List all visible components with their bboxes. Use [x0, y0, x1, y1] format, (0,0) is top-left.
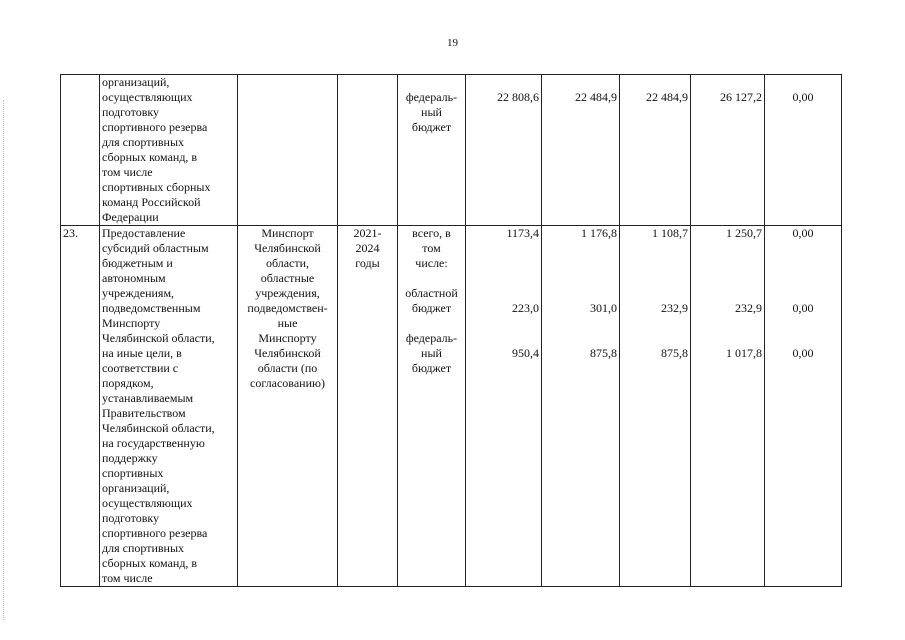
amount-v3-line: 1 108,7	[652, 226, 688, 240]
amount-v4-line	[693, 331, 762, 346]
amount-v2	[542, 75, 620, 226]
funding-source	[398, 226, 466, 587]
amount-v2	[542, 226, 620, 587]
term-line: 2024	[355, 241, 380, 255]
measure-name-line: Федерации	[102, 210, 159, 224]
amount-v3	[620, 226, 691, 587]
amount-v3-line	[622, 286, 688, 301]
amount-v3-line: 232,9	[661, 301, 688, 315]
amount-v1-line: 22 808,6	[497, 90, 539, 104]
amount-v2-line	[544, 271, 617, 286]
amount-v2-line: 22 484,9	[575, 90, 617, 104]
table-row	[61, 226, 842, 587]
measure-name-line: соответствии с	[102, 361, 179, 375]
funding-source-line: ный	[421, 105, 442, 119]
measure-name-line: подготовку	[102, 105, 160, 119]
executor	[238, 226, 338, 587]
funding-source-line: всего, в	[412, 226, 451, 240]
funding-source	[398, 75, 466, 226]
amount-v4-line	[693, 316, 762, 331]
executor-line: подведомствен-	[247, 301, 328, 315]
amount-v2-line: 301,0	[590, 301, 617, 315]
amount-v2-line: 1 176,8	[581, 226, 617, 240]
amount-v3	[620, 75, 691, 226]
measure-name-line: сборных команд, в	[102, 556, 198, 570]
measure-name-line: том числе	[102, 571, 153, 585]
amount-v4	[691, 75, 765, 226]
amount-v1-line	[468, 256, 539, 271]
measure-name-line: организаций,	[102, 75, 170, 89]
measure-name-line: порядком,	[102, 376, 154, 390]
executor-line: согласованию)	[250, 376, 325, 390]
amount-v4	[691, 226, 765, 587]
measure-name-line: спортивных сборных	[102, 180, 211, 194]
term	[338, 75, 398, 226]
executor-line: Челябинской	[254, 241, 321, 255]
amount-v5	[765, 226, 842, 587]
amount-v5-line	[767, 331, 839, 346]
amount-v5	[765, 75, 842, 226]
executor-line: областные	[260, 271, 315, 285]
executor-line: ные	[277, 316, 298, 330]
executor-line: области,	[265, 256, 310, 270]
amount-v1-line: 223,0	[512, 301, 539, 315]
executor-line: учреждения,	[255, 286, 320, 300]
amount-v1-line: 1173,4	[506, 226, 539, 240]
funding-source-line: бюджет	[411, 301, 452, 315]
amount-v2-line	[544, 286, 617, 301]
amount-v1-line	[468, 286, 539, 301]
funding-source-line: федераль-	[405, 90, 458, 104]
term-line: годы	[355, 256, 380, 270]
measure-name-line: подведомственным	[102, 301, 201, 315]
measure-name-line: Минспорту	[102, 316, 161, 330]
measure-name-line: спортивного резерва	[102, 526, 208, 540]
funding-source-line: том	[422, 241, 441, 255]
amount-v5-line: 0,00	[792, 346, 814, 360]
amount-v1-line	[468, 316, 539, 331]
executor-line: Челябинской	[254, 346, 321, 360]
amount-v4-line: 1 250,7	[726, 226, 762, 240]
funding-source-line: областной	[405, 286, 458, 300]
amount-v1	[466, 75, 542, 226]
amount-v2-line: 875,8	[590, 346, 617, 360]
measure-name-line: Предоставление	[102, 226, 186, 240]
amount-v4-line	[693, 241, 762, 256]
measure-name-line: спортивных	[102, 466, 164, 480]
funding-source-line: числе:	[415, 256, 448, 270]
measure-name-line: сборных команд, в	[102, 150, 198, 164]
measure-name-line: Челябинской области,	[102, 331, 215, 345]
amount-v1-line	[468, 271, 539, 286]
amount-v5-line: 0,00	[792, 90, 814, 104]
measure-name-line: осуществляющих	[102, 90, 193, 104]
table-row	[61, 75, 842, 226]
amount-v1-line: 950,4	[512, 346, 539, 360]
measure-name-line: Челябинской области,	[102, 421, 215, 435]
budget-table	[60, 74, 842, 587]
measure-name-line: на государственную	[102, 436, 205, 450]
measure-name-line: автономным	[102, 271, 166, 285]
amount-v3-line	[622, 331, 688, 346]
amount-v4-line	[693, 256, 762, 271]
measure-name-line: на иные цели, в	[102, 346, 182, 360]
amount-v3-line	[622, 316, 688, 331]
amount-v4-line	[693, 271, 762, 286]
term-line: 2021-	[353, 226, 382, 240]
funding-source-line: федераль-	[405, 331, 458, 345]
row-number	[61, 75, 100, 226]
funding-source-line: ный	[421, 346, 442, 360]
executor-line: Минспорт	[261, 226, 314, 240]
measure-name-line: спортивного резерва	[102, 120, 208, 134]
measure-name-line: организаций,	[102, 481, 170, 495]
funding-source-line: бюджет	[411, 120, 452, 134]
amount-v5-line	[767, 241, 839, 256]
amount-v4-line: 26 127,2	[720, 90, 762, 104]
amount-v3-line	[622, 271, 688, 286]
amount-v2-line	[544, 316, 617, 331]
amount-v1-line	[468, 241, 539, 256]
row-number: 23.	[61, 226, 100, 587]
amount-v1	[466, 226, 542, 587]
measure-name-line: учреждениям,	[102, 286, 175, 300]
executor-line: области (по	[257, 361, 318, 375]
measure-name-line: субсидий областным	[102, 241, 209, 255]
amount-v2-line	[544, 241, 617, 256]
scan-edge-marks	[3, 100, 5, 620]
page-number: 19	[447, 37, 458, 49]
amount-v5-line	[767, 256, 839, 271]
executor-line: Минспорту	[258, 331, 317, 345]
amount-v3-line: 22 484,9	[646, 90, 688, 104]
amount-v5-line	[767, 271, 839, 286]
amount-v2-line	[544, 331, 617, 346]
measure-name	[100, 75, 238, 226]
measure-name-line: команд Российской	[102, 195, 201, 209]
executor	[238, 75, 338, 226]
table-body	[61, 75, 842, 587]
amount-v1-line	[468, 331, 539, 346]
funding-source-line	[400, 271, 463, 286]
measure-name-line: подготовку	[102, 511, 160, 525]
measure-name-line: для спортивных	[102, 135, 185, 149]
amount-v4-line	[693, 286, 762, 301]
measure-name-line: бюджетным и	[102, 256, 173, 270]
amount-v5-line: 0,00	[792, 226, 814, 240]
amount-v5-line: 0,00	[792, 301, 814, 315]
amount-v5-line	[767, 316, 839, 331]
measure-name-line: для спортивных	[102, 541, 185, 555]
amount-v4-line: 232,9	[735, 301, 762, 315]
measure-name-line: устанавливаемым	[102, 391, 194, 405]
measure-name-line: том числе	[102, 165, 153, 179]
amount-v3-line: 875,8	[661, 346, 688, 360]
term	[338, 226, 398, 587]
measure-name	[100, 226, 238, 587]
measure-name-line: осуществляющих	[102, 496, 193, 510]
measure-name-line: поддержку	[102, 451, 158, 465]
amount-v4-line: 1 017,8	[726, 346, 762, 360]
amount-v3-line	[622, 241, 688, 256]
amount-v5-line	[767, 286, 839, 301]
amount-v3-line	[622, 256, 688, 271]
funding-source-line	[400, 316, 463, 331]
amount-v2-line	[544, 256, 617, 271]
funding-source-line: бюджет	[411, 361, 452, 375]
measure-name-line: Правительством	[102, 406, 186, 420]
